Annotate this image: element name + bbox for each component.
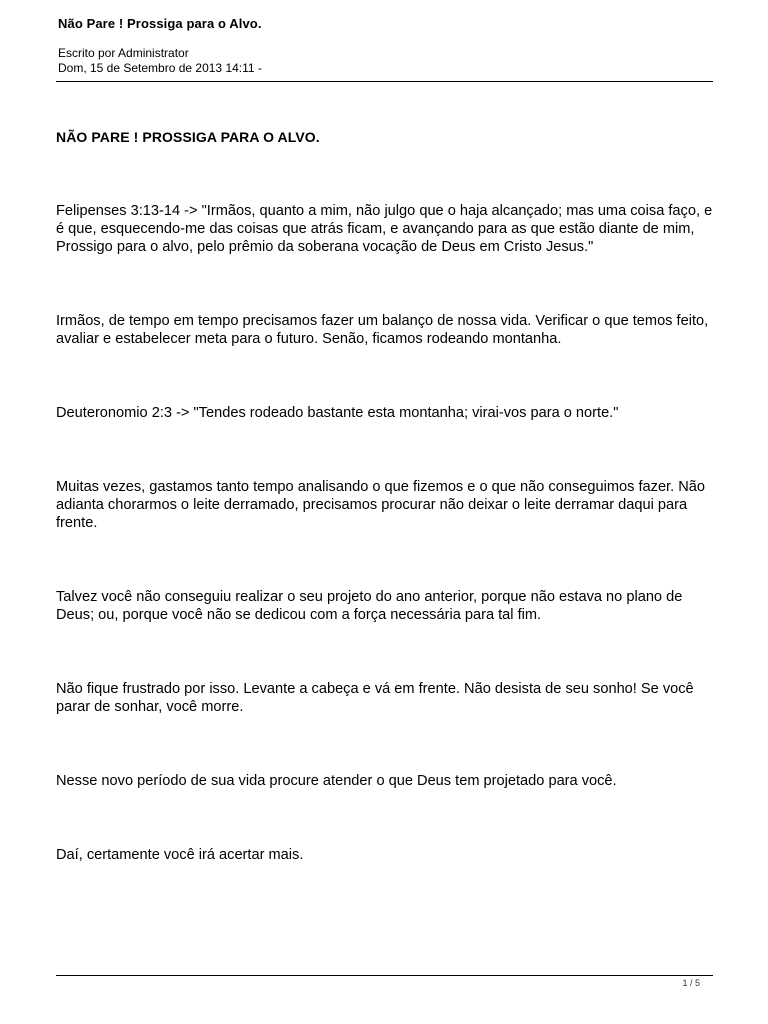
paragraph-5: Talvez você não conseguiu realizar o seu projeto do ano anterior, porque não estava no plano de Deus; ou, porque você não se dedicou com a força necessária para tal fim.: [56, 589, 683, 623]
author-line: Escrito por Administrator: [58, 46, 189, 60]
paragraph-8: Daí, certamente você irá acertar mais.: [56, 847, 304, 863]
paragraph-3: Deuteronomio 2:3 -> "Tendes rodeado bastante esta montanha; virai-vos para o norte.": [56, 405, 619, 421]
paragraph-2: Irmãos, de tempo em tempo precisamos fazer um balanço de nossa vida. Verificar o que temos feito, avaliar e estabelecer meta para o futuro. Senão, ficamos rodeando montanha.: [56, 313, 709, 347]
page-number: 1 / 5: [682, 978, 700, 988]
paragraph-4: Muitas vezes, gastamos tanto tempo analisando o que fizemos e o que não conseguimos fazer. Não adianta chorarmos o leite derramado, precisamos procurar não deixar o leite derramar daqui para frente.: [56, 479, 705, 531]
paragraph-1: Felipenses 3:13-14 -> "Irmãos, quanto a mim, não julgo que o haja alcançado; mas uma coisa faço, e é que, esquecendo-me das coisas que atrás ficam, e avançando para as que estão diante de mim, Prossigo para o alvo, pelo prêmio da soberana vocação de Deus em Cristo Jesus.": [56, 203, 713, 255]
header-divider: [56, 81, 713, 82]
footer-divider: [56, 975, 713, 976]
date-line: Dom, 15 de Setembro de 2013 14:11 -: [58, 61, 262, 75]
paragraph-6: Não fique frustrado por isso. Levante a cabeça e vá em frente. Não desista de seu sonho! Se você parar de sonhar, você morre.: [56, 681, 694, 715]
article-heading: NÃO PARE ! PROSSIGA PARA O ALVO.: [56, 129, 320, 145]
paragraph-7: Nesse novo período de sua vida procure atender o que Deus tem projetado para você.: [56, 773, 617, 789]
article-body: [56, 128, 716, 864]
document-title: Não Pare ! Prossiga para o Alvo.: [58, 16, 262, 31]
article-meta: [58, 46, 262, 76]
